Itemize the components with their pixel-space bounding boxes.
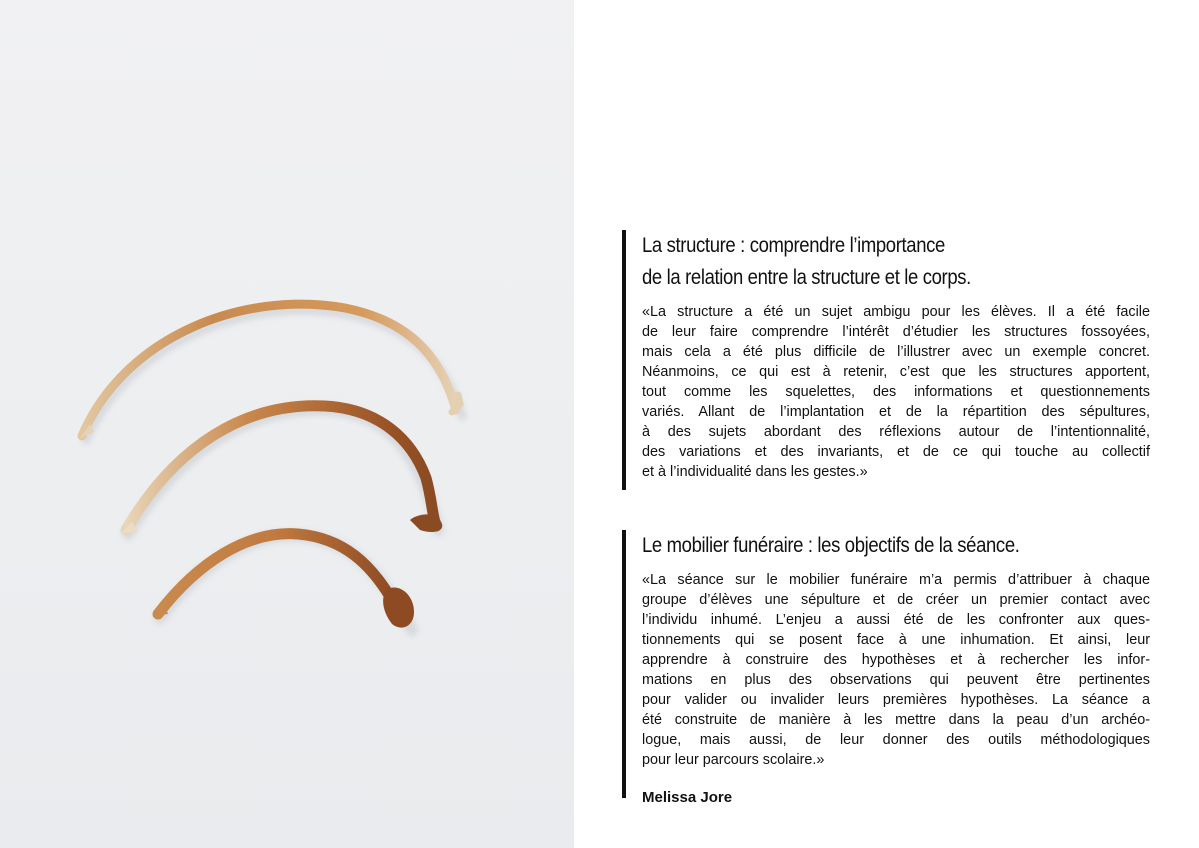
section-heading	[642, 230, 1089, 294]
rib-bone-bottom	[154, 534, 414, 628]
section-quote	[642, 302, 1150, 482]
quote-line: «La séance sur le mobilier funéraire m’a permis d’attribuer à chaque	[642, 572, 1150, 588]
quote-line: tout comme les squelettes, des informations et questionnements	[642, 384, 1150, 400]
quote-line: groupe d’élèves une sépulture et de créer un premier contact avec	[642, 592, 1150, 608]
quote-line: et à l’individualité dans les gestes.»	[642, 464, 868, 480]
quote-line: été construite de manière à les mettre dans la peau d’un archéo-	[642, 712, 1150, 728]
rib-bone-middle	[120, 406, 442, 534]
quote-line: «La structure a été un sujet ambigu pour les élèves. Il a été facile	[642, 304, 1150, 320]
quote-line: à des sujets abordant des réflexions autour de l’intentionnalité,	[642, 424, 1150, 440]
heading-line: de la relation entre la structure et le corps.	[642, 266, 971, 289]
quote-line: des variations et des invariants, et de ce qui touche au collectif	[642, 444, 1150, 460]
section-mobilier-funeraire	[622, 530, 1150, 806]
quote-line: mations en plus des observations qui peuvent être pertinentes	[642, 672, 1150, 688]
quote-line: l’individu inhumé. L’enjeu a aussi été de les confronter aux ques-	[642, 612, 1150, 628]
quote-line: apprendre à construire des hypothèses et à rechercher les infor-	[642, 652, 1150, 668]
section-quote	[642, 570, 1150, 770]
quote-line: pour valider ou invalider leurs premières hypothèses. La séance a	[642, 692, 1150, 708]
quote-line: variés. Allant de l’implantation et de la répartition des sépultures,	[642, 404, 1150, 420]
quote-line: logue, mais aussi, de leur donner des outils méthodologiques	[642, 732, 1150, 748]
section-structure	[622, 230, 1150, 490]
quote-line: de leur faire comprendre l’intérêt d’étudier les structures fossoyées,	[642, 324, 1150, 340]
rib-bones-illustration	[0, 0, 574, 848]
heading-line: La structure : comprendre l’importance	[642, 234, 945, 257]
heading-line: Le mobilier funéraire : les objectifs de la séance.	[642, 534, 1020, 557]
quote-line: tionnements qui se posent face à une inhumation. Et ainsi, leur	[642, 632, 1150, 648]
quote-line: pour leur parcours scolaire.»	[642, 752, 825, 768]
quote-line: mais cela a été plus difficile de l’illustrer avec un exemple concret.	[642, 344, 1150, 360]
section-heading	[642, 530, 1089, 562]
quote-line: Néanmoins, ce qui est à retenir, c’est que les structures apportent,	[642, 364, 1150, 380]
rib-bones-photo	[0, 0, 574, 848]
author-name: Melissa Jore	[642, 789, 733, 806]
